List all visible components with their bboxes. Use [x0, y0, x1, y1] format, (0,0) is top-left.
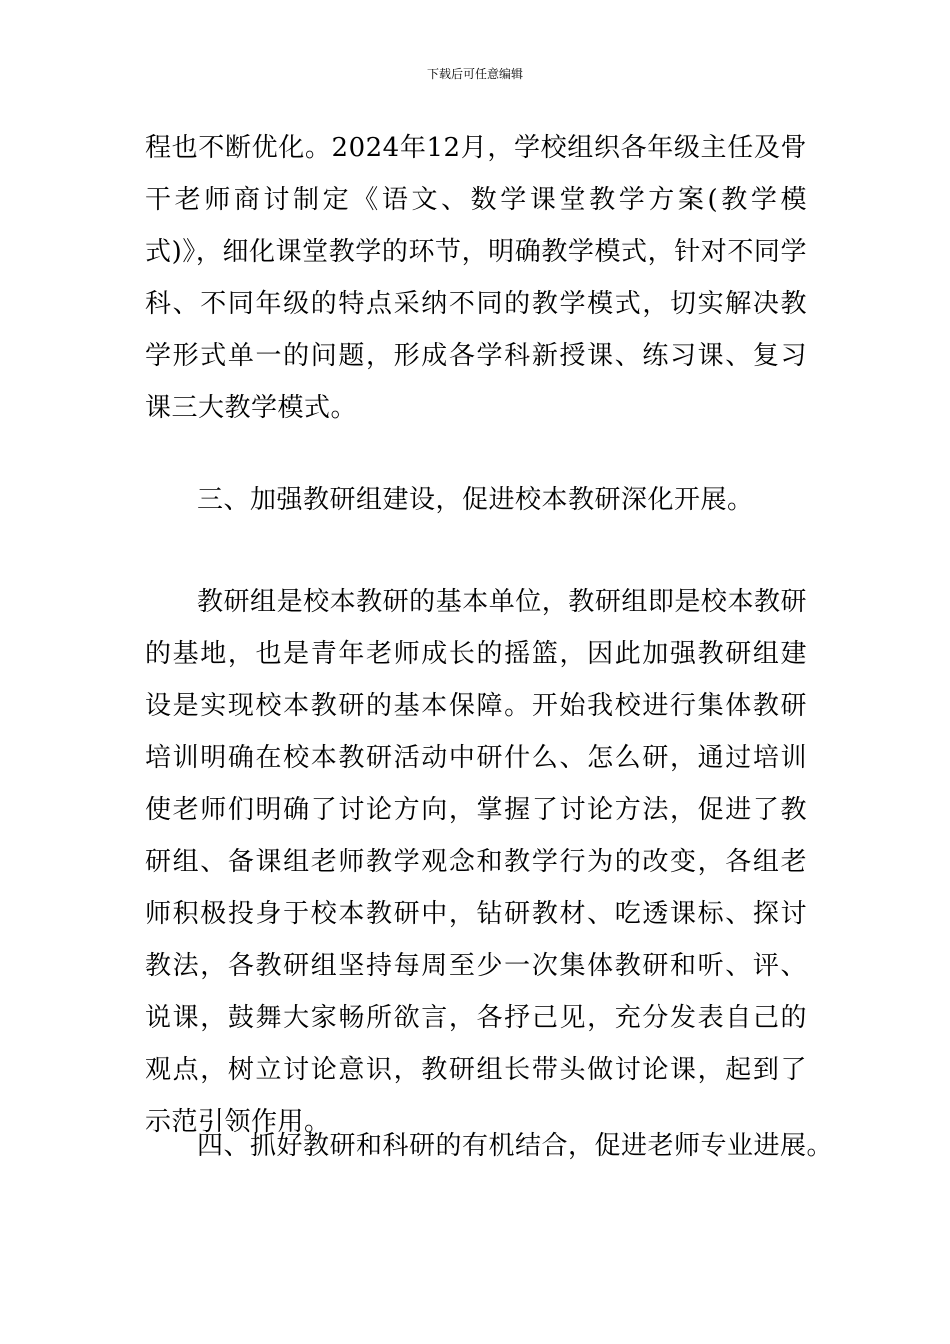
page-header-note: 下载后可任意编辑 — [426, 67, 523, 81]
section-heading-4: 四、抓好教研和科研的有机结合，促进老师专业进展。 — [197, 1131, 834, 1161]
body-paragraph-1: 程也不断优化。2024年12月，学校组织各年级主任及骨干老师商讨制定《语文、数学课堂教学方案(教学模式)》，细化课堂教学的环节，明确教学模式，针对不同学科、不同年级的特点采纳不同的教学模式，切实解决教学形式单一的问题，形成各学科新授课、练习课、复习课三大教学模式。 — [145, 133, 807, 423]
section-heading-3: 三、加强教研组建设，促进校本教研深化开展。 — [197, 485, 754, 515]
body-paragraph-2: 教研组是校本教研的基本单位，教研组即是校本教研的基地，也是青年老师成长的摇篮，因此加强教研组建设是实现校本教研的基本保障。开始我校进行集体教研培训明确在校本教研活动中研什么、怎么研，通过培训使老师们明确了讨论方向，掌握了讨论方法，促进了教研组、备课组老师教学观念和教学行为的改变，各组老师积极投身于校本教研中，钻研教材、吃透课标、探讨教法，各教研组坚持每周至少一次集体教研和听、评、说课，鼓舞大家畅所欲言，各抒己见，充分发表自己的观点，树立讨论意识，教研组长带头做讨论课，起到了示范引领作用。 — [145, 587, 807, 1137]
